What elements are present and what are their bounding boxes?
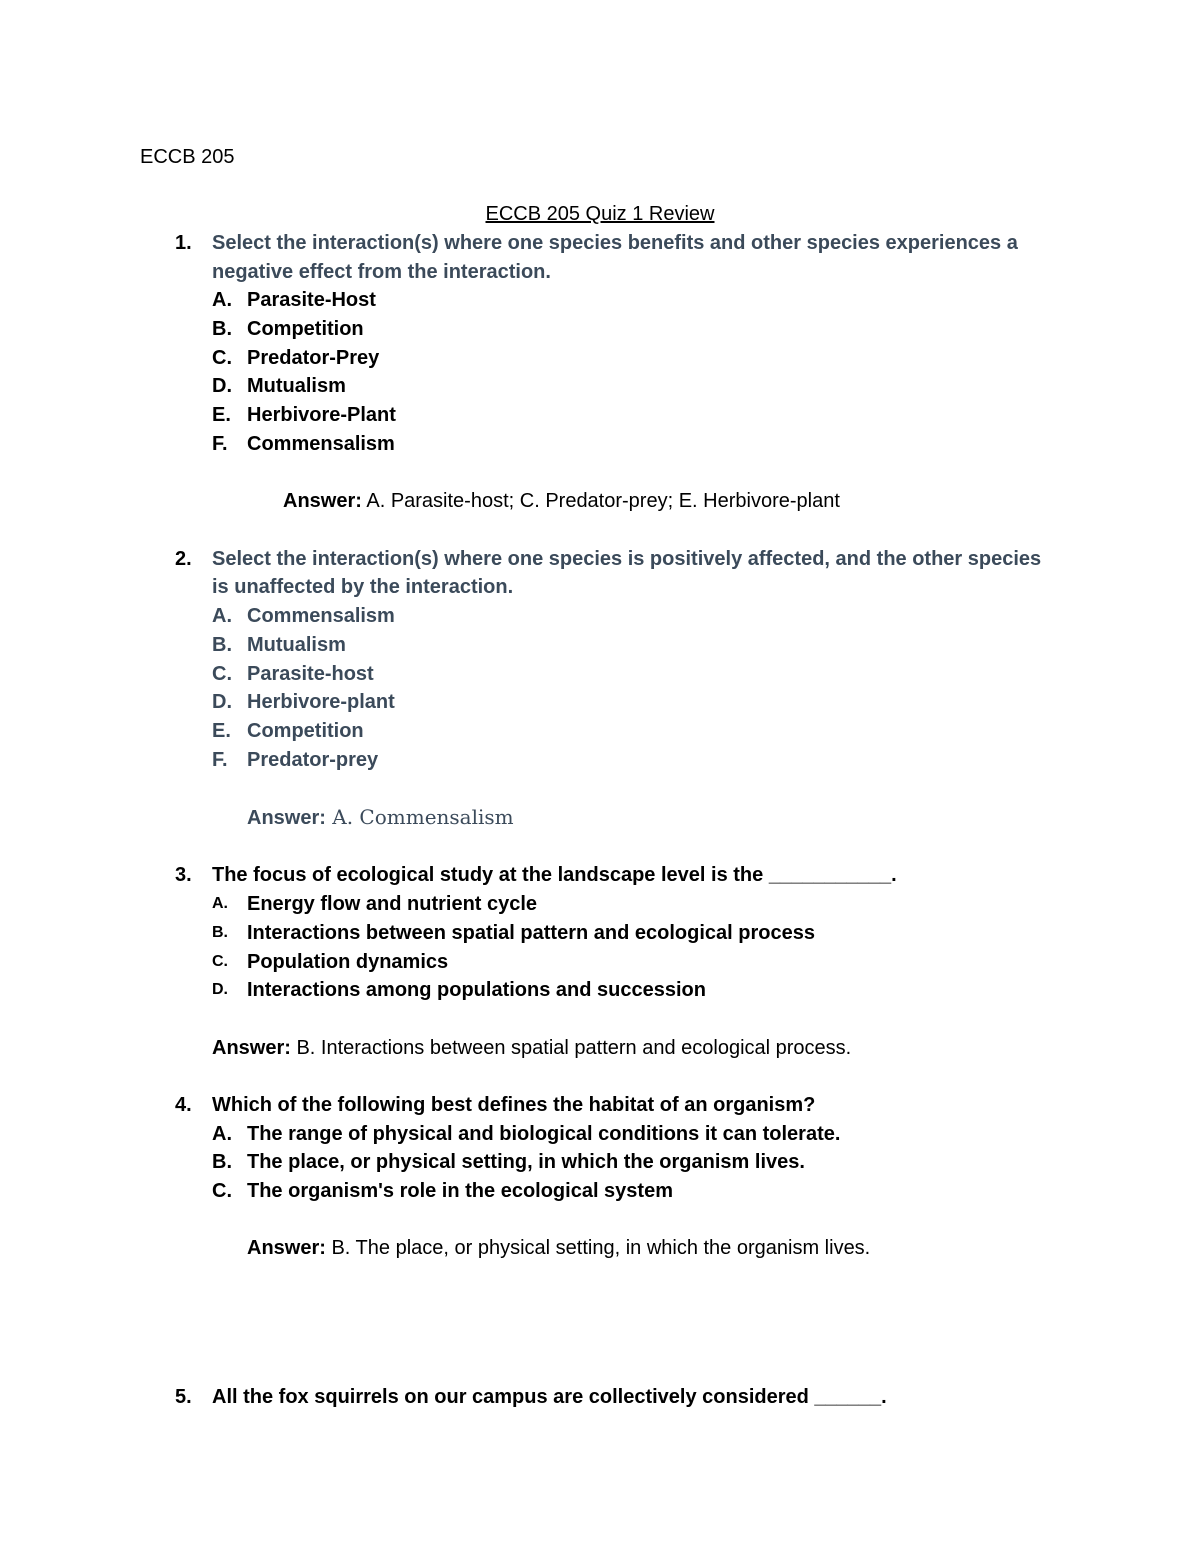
option-text: Predator-Prey bbox=[247, 347, 380, 369]
option-letter: F. bbox=[212, 749, 228, 771]
option-letter: A. bbox=[212, 289, 232, 311]
option-letter: C. bbox=[212, 663, 232, 685]
option-text: Parasite-host bbox=[247, 663, 374, 685]
question-text-line: The focus of ecological study at the landscape level is the ___________. bbox=[212, 864, 897, 886]
answer bbox=[247, 1236, 870, 1260]
option-text: Competition bbox=[247, 318, 364, 340]
answer-label: Answer: bbox=[247, 1237, 326, 1259]
option-text: Predator-prey bbox=[247, 749, 379, 771]
question-number: 2. bbox=[175, 548, 192, 570]
option-text: Interactions among populations and succession bbox=[247, 979, 706, 1001]
option-text: Mutualism bbox=[247, 634, 346, 656]
answer-text: B. Interactions between spatial pattern and ecological process. bbox=[290, 1037, 852, 1059]
answer-text: B. The place, or physical setting, in which the organism lives. bbox=[325, 1237, 871, 1259]
option-letter: B. bbox=[212, 924, 228, 941]
option-letter: C. bbox=[212, 347, 232, 369]
option-letter: E. bbox=[212, 720, 231, 742]
option-letter: A. bbox=[212, 605, 232, 627]
option-letter: D. bbox=[212, 375, 232, 397]
option-text: Energy flow and nutrient cycle bbox=[247, 893, 538, 915]
document-title: ECCB 205 Quiz 1 Review bbox=[485, 203, 715, 225]
course-label: ECCB 205 bbox=[140, 146, 235, 168]
option-text: Population dynamics bbox=[247, 951, 449, 973]
option-letter: C. bbox=[212, 1180, 232, 1202]
question-text-line: All the fox squirrels on our campus are collectively considered ______. bbox=[212, 1386, 887, 1408]
option-letter: B. bbox=[212, 634, 232, 656]
option-text: Herbivore-Plant bbox=[247, 404, 396, 426]
answer bbox=[247, 805, 514, 830]
option-text: Interactions between spatial pattern and ecological process bbox=[247, 922, 815, 944]
answer-label: Answer: bbox=[247, 807, 326, 829]
option-text: The range of physical and biological conditions it can tolerate. bbox=[247, 1123, 841, 1145]
option-letter: B. bbox=[212, 1151, 232, 1173]
answer-text: A. Parasite-host; C. Predator-prey; E. Herbivore-plant bbox=[361, 490, 840, 512]
question-text-line: Which of the following best defines the habitat of an organism? bbox=[212, 1094, 816, 1116]
question-text-line: negative effect from the interaction. bbox=[212, 261, 551, 283]
option-text: The place, or physical setting, in which the organism lives. bbox=[247, 1151, 805, 1173]
option-text: Competition bbox=[247, 720, 364, 742]
question-text-line: Select the interaction(s) where one species benefits and other species experiences a bbox=[212, 232, 1018, 254]
answer-text: A. Commensalism bbox=[325, 805, 514, 829]
option-text: Herbivore-plant bbox=[247, 691, 395, 713]
question-number: 4. bbox=[175, 1094, 192, 1116]
answer bbox=[212, 1036, 851, 1060]
option-letter: B. bbox=[212, 318, 232, 340]
question-number: 5. bbox=[175, 1386, 192, 1408]
answer bbox=[283, 489, 840, 513]
answer-label: Answer: bbox=[283, 490, 362, 512]
option-letter: E. bbox=[212, 404, 231, 426]
option-text: The organism's role in the ecological system bbox=[247, 1180, 673, 1202]
option-letter: D. bbox=[212, 691, 232, 713]
option-letter: A. bbox=[212, 895, 228, 912]
option-letter: F. bbox=[212, 433, 228, 455]
option-text: Mutualism bbox=[247, 375, 346, 397]
option-text: Commensalism bbox=[247, 605, 395, 627]
option-letter: C. bbox=[212, 953, 228, 970]
option-text: Parasite-Host bbox=[247, 289, 376, 311]
question-text-line: is unaffected by the interaction. bbox=[212, 576, 514, 598]
question-number: 3. bbox=[175, 864, 192, 886]
question-text-line: Select the interaction(s) where one species is positively affected, and the other species bbox=[212, 548, 1042, 570]
question-number: 1. bbox=[175, 232, 192, 254]
answer-label: Answer: bbox=[212, 1037, 291, 1059]
option-letter: D. bbox=[212, 981, 228, 998]
option-letter: A. bbox=[212, 1123, 232, 1145]
option-text: Commensalism bbox=[247, 433, 395, 455]
